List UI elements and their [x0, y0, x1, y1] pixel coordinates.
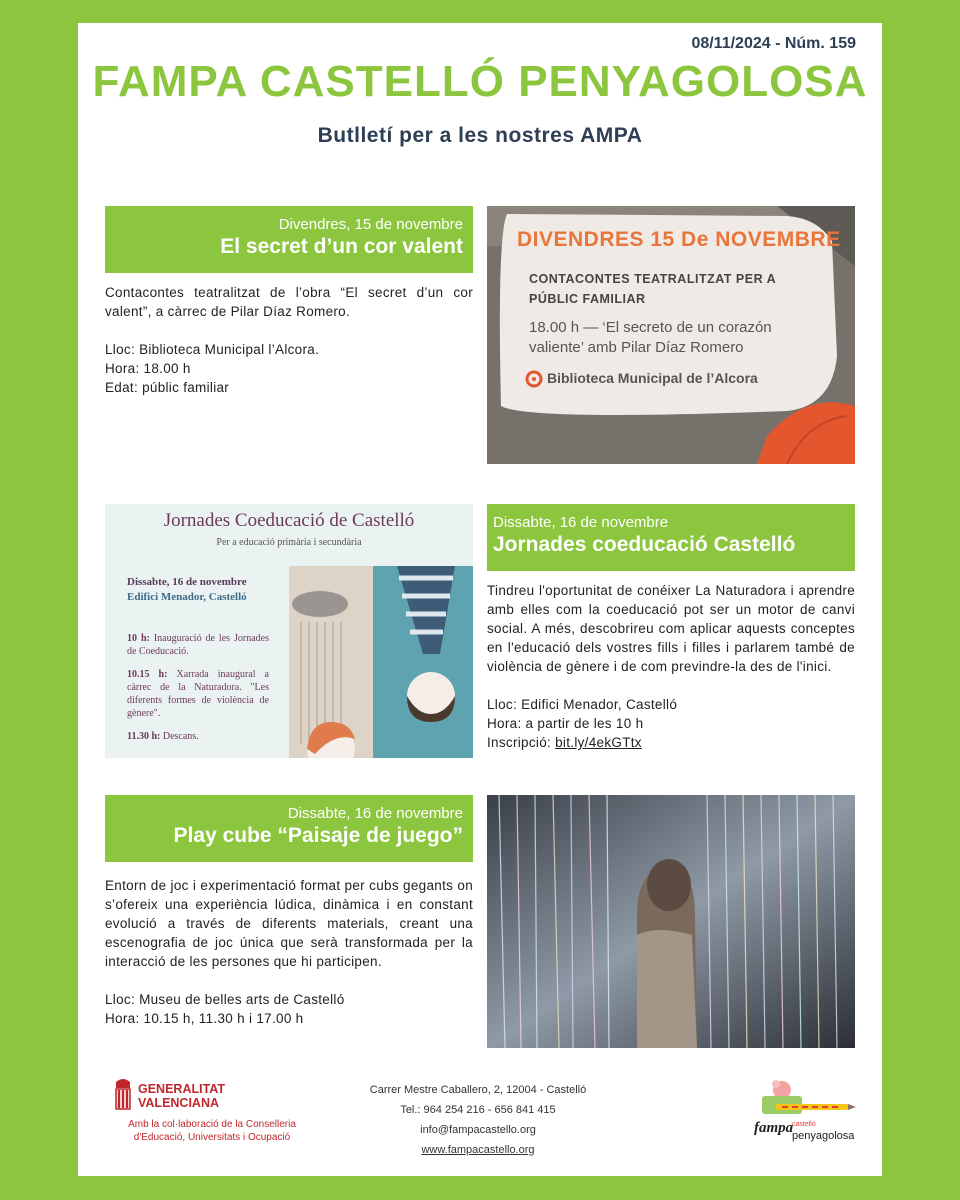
event3-description: Entorn de joc i experimentació format per cubs gegants on s’ofereix una experiència lúdica, dinàmica i en constant evolució a través de diferents materials, creant una escenografia de joc única que serà transformada per la interacció de les persones que hi participen.	[105, 878, 473, 969]
event1-time: Hora: 18.00 h	[105, 361, 191, 376]
poster2-item3-time: 11.30 h:	[127, 731, 161, 742]
event2-date: Dissabte, 16 de novembre	[493, 514, 669, 531]
event3-time: Hora: 10.15 h, 11.30 h i 17.00 h	[105, 1011, 304, 1026]
collab-line2: d'Educació, Universitats i Ocupació	[133, 1132, 291, 1143]
poster2-item3-text: Descans.	[160, 731, 199, 742]
newsletter-subtitle: Butlletí per a les nostres AMPA	[317, 124, 643, 147]
newsletter-page	[78, 23, 882, 1176]
poster2-item2-text: Xarrada inaugural a càrrec de la Naturadora. "Les diferents formes de violència de gènere".	[127, 669, 269, 719]
poster1-location: Biblioteca Municipal de l’Alcora	[547, 370, 758, 386]
poster1-line2: PÚBLIC FAMILIAR	[529, 292, 646, 306]
event2-banner	[487, 504, 855, 571]
poster1-line3: 18.00 h — ‘El secreto de un corazón	[529, 319, 772, 336]
event2-signup	[487, 733, 855, 752]
event2-text	[487, 581, 855, 752]
poster2-title: Jornades Coeducació de Castelló	[163, 510, 415, 531]
poster2-venue: Edifici Menador, Castelló	[127, 591, 247, 603]
event3-photo	[487, 795, 855, 1048]
phone: Tel.: 964 254 216 - 656 841 415	[400, 1104, 556, 1116]
fampa-logo-text: fampa	[754, 1120, 794, 1136]
signup-link[interactable]: bit.ly/4ekGTtx	[555, 735, 642, 750]
fampa-logo-graphic	[754, 1076, 864, 1126]
event1-age: Edat: públic familiar	[105, 380, 230, 395]
event2-title: Jornades coeducació Castelló	[493, 533, 796, 556]
event1-title: El secret d’un cor valent	[220, 235, 463, 258]
fampa-logo-sub: penyagolosa	[792, 1130, 855, 1142]
event1-date: Divendres, 15 de novembre	[278, 216, 463, 233]
event1-poster-image	[487, 206, 855, 464]
poster1-line1: CONTACONTES TEATRALITZAT PER A	[529, 272, 777, 286]
event3-place: Lloc: Museu de belles arts de Castelló	[105, 992, 345, 1007]
event3-date: Dissabte, 16 de novembre	[287, 805, 463, 822]
event2-description: Tindreu l'oportunitat de conéixer La Naturadora i aprendre amb elles com la coeducació pot ser un motor de canvi social. A més, descobrireu com aplicar aquests conceptes en l'educació dels vostres fills i filles i parlarem també de violència de gènere i de com previndre-la des de l'inici.	[487, 583, 855, 674]
event2-time: Hora: a partir de les 10 h	[487, 716, 644, 731]
address: Carrer Mestre Caballero, 2, 12004 - Castelló	[369, 1084, 587, 1096]
event1-place: Lloc: Biblioteca Municipal l’Alcora.	[105, 342, 320, 357]
event3-title: Play cube “Paisaje de juego”	[173, 824, 463, 847]
generalitat-name	[138, 1082, 225, 1110]
poster2-item1-time: 10 h:	[127, 633, 150, 644]
event2-poster-image	[105, 504, 473, 758]
collaboration-note	[112, 1118, 312, 1144]
email-link[interactable]: info@fampacastello.org	[420, 1124, 536, 1136]
event2-signup-label: Inscripció:	[487, 735, 556, 750]
event3-banner	[105, 795, 473, 862]
generalitat-line1: GENERALITAT	[138, 1082, 226, 1096]
generalitat-emblem-icon	[112, 1076, 134, 1114]
newsletter-title: FAMPA CASTELLÓ PENYAGOLOSA	[92, 57, 868, 106]
footer	[78, 1076, 882, 1166]
fampa-logo-small: castelló	[792, 1121, 816, 1128]
poster2-item1-text: Inauguració de les Jornades de Coeducació.	[127, 633, 269, 657]
event3-photo-graphic	[487, 795, 855, 1048]
event2-place: Lloc: Edifici Menador, Castelló	[487, 697, 678, 712]
event1-description: Contacontes teatralitzat de l’obra “El secret d’un cor valent”, a càrrec de Pilar Díaz Romero.	[105, 285, 473, 319]
issue-date: 08/11/2024 - Núm. 159	[691, 35, 856, 52]
event1-text	[105, 283, 473, 397]
poster1-heading: DIVENDRES 15 De NOVEMBRE	[517, 228, 841, 251]
event3-text	[105, 876, 473, 1028]
generalitat-line2: VALENCIANA	[138, 1096, 220, 1110]
fampa-logo	[754, 1076, 864, 1148]
contact-block	[328, 1080, 628, 1160]
poster2-subtitle: Per a educació primària i secundària	[216, 537, 362, 548]
website-link[interactable]: www.fampacastello.org	[421, 1144, 535, 1156]
poster2-program	[127, 632, 269, 743]
poster2-day: Dissabte, 16 de novembre	[127, 576, 247, 588]
poster2-item2-time: 10.15 h:	[127, 669, 168, 680]
poster1-line4: valiente’ amb Pilar Díaz Romero	[529, 339, 744, 356]
collab-line1: Amb la col·laboració de la Conselleria	[128, 1119, 296, 1130]
event1-banner	[105, 206, 473, 273]
